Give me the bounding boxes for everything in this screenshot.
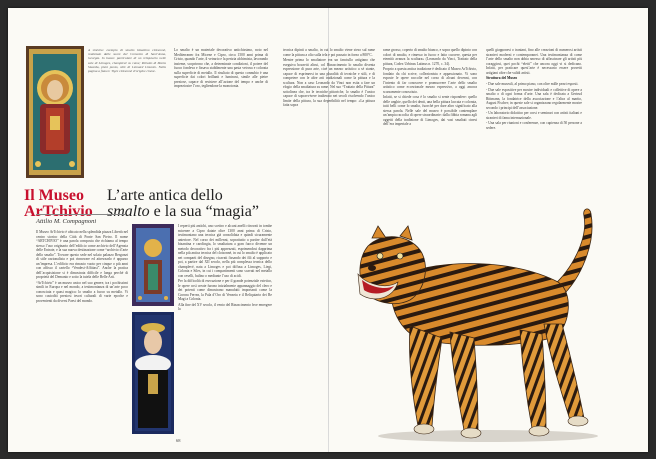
portrait-illustration xyxy=(132,312,174,434)
byzantine-enamel-illustration xyxy=(26,46,84,178)
tiger-illustration xyxy=(338,198,606,444)
magazine-spread xyxy=(8,8,648,452)
title-red-line1: Il Museo xyxy=(24,187,84,204)
column-1: Il Museo ArTchivio è ubicato nella splendida piazza Libertà nel centro storico della Città di Ponte San Pietro. Il nome “ARTCHIVIO” è una parola composta che richiama al tempo stesso l’uso originario dell’edificio come archivio dell’Agenzia delle Entrate, e la sua nuova destinazione come “archivio d’arte dello smalto”. Trovare questo sede nel solaio palazzo Bergonzi di stile razionalista e poi rinnovare ed attrezzarlo è apparso un’impresa. L’edificio era rimasto vuoto per cinque o più anni con affisso il cartello “Vendesi-Affittasi”. Anche la pratica dell’acquisizione si è dimostrata difficile e lunga perché di proprietà del Demanio e sotto la tutela delle Belle Arti. “ArTchivio” è un museo unico nel suo genere, tra i pochissimi simili in Europa e nel mondo, a testimonianza di un’arte poco conosciuta e quasi magica: lo smalto a fuoco su metallo. Vi sono custoditi preziosi tesori culturali di varie epoche e provenienti da diversi Paesi del mondo. xyxy=(36,230,128,303)
author-rule-top xyxy=(36,214,126,215)
title-main-line2 xyxy=(107,204,259,220)
byzantine-enamel-icon-photo xyxy=(26,46,84,178)
reliquary-detail-photo xyxy=(132,224,174,306)
column-4: rame grosso, coperto di smalto bianco, e sopra quello dipinto con colori di smalto, e rimesso in fuoco e fatto cuocere, questa per eternità avanza la scultura» (Leonardo da Vinci, Trattato della pittura, Codex Urbinas Latinus n. 1270, c. 34). Proprio a questa antica tradizione è dedicato il Museo ArTchivio, fondato da chi scrive, collezionista e appassionato. Vi sono esposte le opere raccolte nel corso di alcuni decenni, con l’intento di far conoscere e promuovere l’arte dello smalto artistico come eccezionale mezzo espressivo, a oggi ancora scarsamente conosciuto. Infatti, se si chiede cosa è lo smalto si sente rispondere: quello delle unghie, quello dei denti, una bella pittura laccata e colorata, tutti belli come lo smalto, fuorché per dare altro significato alla stessa parola. Nelle sale del museo è possibile contemplare un’ampia raccolta di opere straordinarie: dalla fibbia romana agli oggetti della tradizione di Limoges, dai vasi smaltati cinesi dell’era imperiale a xyxy=(383,48,477,127)
column-2-top: Lo smalto è un materiale decorativo antichissimo, noto nel Mediterraneo fra Micene e Cipro, circa 1500 anni prima di Cristo, quando l’arte, il vetrario e la perizia alchimista, lavorando insieme, scoprirono che, a determinate condizioni, il potere del fuoco fondeva e fissava stabilmente una pasta vetrosa e colorata sulla superficie di metallo. Il risultato di questo connubio è una superficie dai colori brillanti e luminosi, simile alle pietre preziose, capace di resistere all’azione del tempo e anche di impreziosire l’oro, tegliendone la monotonia. xyxy=(174,48,268,88)
title-main xyxy=(107,188,259,220)
title-main-line1: L’arte antica dello xyxy=(107,187,223,204)
author-byline: Attilio M. Compagnoni xyxy=(36,218,97,225)
mary-stuart-portrait-photo xyxy=(132,312,174,434)
museum-structure-heading: Struttura del Museo xyxy=(486,76,518,81)
page-number: 68 xyxy=(176,438,181,443)
title-smalto-word: smalto xyxy=(107,203,150,220)
title-museum-name xyxy=(24,188,93,220)
reliquary-illustration xyxy=(132,224,174,306)
column-2-bottom: I reperti più antichi, uno scettro e alcuni anelli ritrovati in tombe micenee a Cipro datate oltre 1300 anni prima di Cristo, testimoniano una tecnica già consolidata e quindi sicuramente anteriore. Nel corso dei millenni, soprattutto a partire dall’età bizantina e carolingia, lo smaltatura a gran fuoco divenne un metodo decorativo fra i più apprezzati, esprimendosi dapprima nella più antica tecnica del cloisonné, in cui lo smalto è applicato nei comparti del disegno, ricavati fissando dei fili al supporto e poi, a partire dal XII secolo, nella più complessa tecnica dello champlevé, nata a Limoges e poi diffusa a Limoges, Liegi, Colonia e Siles, in cui i compartimenti sono scavati nel metallo con ceselli, bulino o mediante l’uso di acidi. Per la difficoltà di esecuzione e per il grande potenziale estetico, le opere così create furono inizialmente appannaggio del clero e dei potenti come dimostrano manufatti importanti come la Corona Ferrea, la Pala d’Oro di Venezia e il Reliquiario dei Re Magi a Colonia. Alla fine del XV secolo, il vento del Rinascimento fece emergere la xyxy=(178,224,272,312)
cloisonne-tiger-photo xyxy=(338,198,606,444)
title-red-line2: ArTchivio xyxy=(24,203,93,220)
photo-caption: A sinistra: esempio di smalto bizantino cloisonné, realizzato dalle suore del Convento di Sant’Anna, Georgia. In basso: particolare di un reliquiario nelle sale di Limoges, champlevé su rame; Ritratto di Maria Stuarda, pieni punto, stile di Léonard Limosin. Nella pagina a fianco: Tigre cloisonné d’origine cinese. xyxy=(88,48,166,74)
column-3: tecnica dipinti a smalto, in cui lo smalto viene steso sul rame come la pittura a olio sulla tela e poi passato in forno a 800°C. Mentre prima lo smaltatore era un fanciullo artigiano che eseguiva bozzetti altrui, col Rinascimento lo smalto diventa espressione di pura arte, cioè un mezzo artistico a sé stante, capace di esprimersi in una pluralità di tecniche e stili, e di competere con le altre arti tradizionali come la pittura e la scultura. Non a caso Leonardo da Vinci non esita a fare un elogio della smaltatura su rame. Nel suo “Trattato della Pittura” sottolinea che, tra le tecniche pittoriche, lo smalto è l’unico capace di sopravvivere inalterato nei secoli risolvendo l’unico limite della pittura, la sua deperibilità nel tempo: «La pittura fatta sopra xyxy=(283,48,375,108)
column-5: quelli giapponesi o iraniani, fino alle creazioni di numerosi artisti stranieri moderni e contemporanei. Una testimonianza di come l’arte dello smalto non abbia smesso di affascinare gli artisti più coraggiosi, quei pochi “eletti” che ancora oggi vi si dedicano. Infatti, per praticare quest’arte è necessario essere provetti artigiani oltre che validi artisti. Struttura del Museo - Due sale museali, al primo piano, con oltre mille pezzi esposti. - Due sale espositive per mostre individuali e collettive di opere a smalto o di ogni forma d’arte. Una sala è dedicata a Gertrud Rittmann, la fondatrice della associazione e l’altra al marito, August Fischer; in queste sale si organizzano regolarmente mostre secondo i principi dell’associazione. - Un laboratorio didattico per corsi e seminari con artisti italiani e stranieri di fama internazionale. - Una sala per riunioni e conferenze, con capienza di 50 persone a sedere. xyxy=(486,48,582,130)
title-main-line2-rest: e la sua “magia” xyxy=(149,203,259,220)
